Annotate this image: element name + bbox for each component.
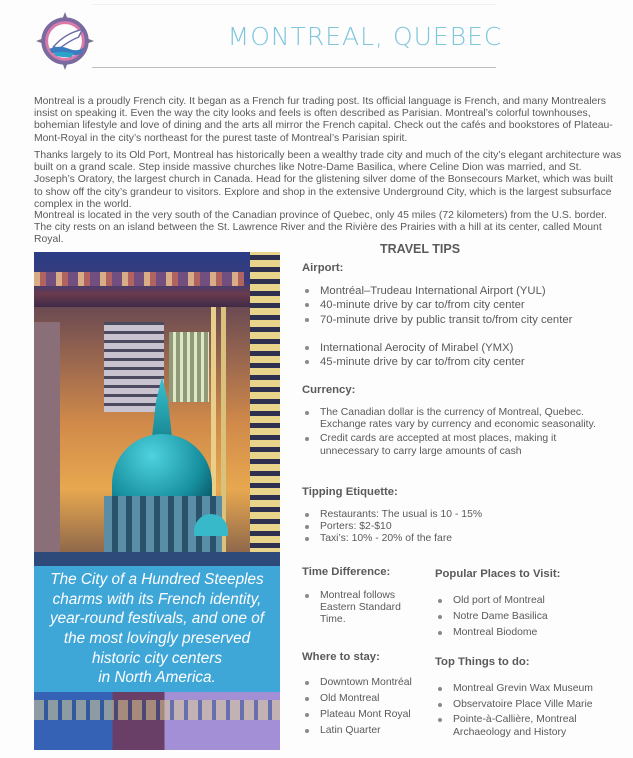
where-to-stay-heading: Where to stay: <box>302 651 380 663</box>
list-item: The Canadian dollar is the currency of Montreal, Quebec. Exchange rates vary by currency and economic seasonality. <box>302 407 602 431</box>
intro-paragraph-french-city: Montreal is a proudly French city. It began as a French fur trading post. Its official language is French, and many Montrealers insist on speaking it. Even the way the city looks and feels is often described as Parisian. Montreal’s colorful townhouses, bohemian lifestyle and love of dining and the arts all mirror the French capital. Check out the cafés and bookstores of Plateau-Mont-Royal in the city’s northeast for the purest taste of Montreal’s Parisian spirit. <box>34 96 613 144</box>
photo-building <box>169 332 209 402</box>
list-item: Credit cards are accepted at most places, making it unnecessary to carry large amounts of cash <box>302 433 602 457</box>
currency-heading: Currency: <box>302 384 356 396</box>
list-item: Old port of Montreal <box>435 593 625 609</box>
list-item: 45-minute drive by car to/from city center <box>302 355 622 369</box>
bullet-icon <box>305 360 309 364</box>
list-item: Latin Quarter <box>302 723 427 739</box>
time-difference-heading: Time Difference: <box>302 566 391 578</box>
bullet-icon <box>305 346 309 350</box>
bullet-icon <box>305 289 309 293</box>
airport-heading: Airport: <box>302 262 344 274</box>
photo-left-building <box>34 322 60 572</box>
top-things-heading: Top Things to do: <box>435 656 530 668</box>
list-item: Plateau Mont Royal <box>302 707 427 723</box>
bullet-icon <box>438 599 442 603</box>
list-item: Montreal follows Eastern Standard Time. <box>302 590 414 627</box>
top-things-list <box>435 681 615 739</box>
time-difference-list <box>302 590 414 627</box>
list-item: Pointe-à-Callière, Montreal Archaeology and History <box>435 713 615 739</box>
photo-caption: The City of a Hundred Steeples charms with its French identity, year-round festivals, and one of the most lovingly preserved historic city centers in North America. <box>49 571 264 687</box>
bullet-icon <box>305 537 309 541</box>
bullet-icon <box>305 411 309 415</box>
bullet-icon <box>438 631 442 635</box>
photo-bottom-buildings <box>34 692 280 750</box>
list-item: Restaurants: The usual is 10 - 15% <box>302 509 602 521</box>
bullet-icon <box>305 525 309 529</box>
airport-list-ymx <box>302 341 622 370</box>
list-item: Taxi’s: 10% - 20% of the fare <box>302 533 602 545</box>
bullet-icon <box>438 687 442 691</box>
list-item: Notre Dame Basilica <box>435 609 625 625</box>
list-item: Downtown Montréal <box>302 675 427 691</box>
list-item: Old Montreal <box>302 691 427 707</box>
list-item: Observatoire Place Ville Marie <box>435 697 615 712</box>
intro-paragraph-old-port: Thanks largely to its Old Port, Montreal has historically been a wealthy trade city and much of the city’s elegant architecture was built on a grand scale. Step inside massive churches like Notre-Dame Basilica, where Celine Dion was married, and St. Joseph’s Oratory, the largest church in Canada. Head for the glistening silver dome of the Bonsecours Market, which was built to show off the city’s grandeur to visitors. Explore and shop in the extensive Underground City, which is the largest subsurface complex in the world. <box>34 150 622 210</box>
cruise-ship-compass-logo-icon <box>36 12 94 70</box>
page-title: MONTREAL, QUEBEC <box>227 22 503 51</box>
popular-places-list <box>435 593 625 641</box>
currency-list <box>302 407 602 458</box>
bullet-icon <box>305 513 309 517</box>
photo-tower <box>250 252 280 572</box>
bullet-icon <box>305 697 309 701</box>
bullet-icon <box>438 615 442 619</box>
photo-base <box>34 552 280 566</box>
tipping-list <box>302 509 602 546</box>
bullet-icon <box>305 303 309 307</box>
bullet-icon <box>305 318 309 322</box>
where-to-stay-list <box>302 675 427 739</box>
title-divider <box>92 67 496 68</box>
list-item: 40-minute drive by car to/from city center <box>302 298 622 312</box>
bullet-icon <box>438 703 442 707</box>
intro-paragraph-location: Montreal is located in the very south of the Canadian province of Quebec, only 45 miles (72 kilometers) from the U.S. border. The city rests on an island between the St. Lawrence River and the Rivière des Prairies with a hill at its center, called Mount Royal. <box>34 210 607 246</box>
bullet-icon <box>305 594 309 598</box>
list-item: Montreal Biodome <box>435 625 625 641</box>
list-item: Montreal Grevin Wax Museum <box>435 681 615 696</box>
photo-caption-box <box>34 566 280 692</box>
tipping-heading: Tipping Etiquette: <box>302 486 398 498</box>
popular-places-heading: Popular Places to Visit: <box>435 568 561 580</box>
photo-building <box>104 322 164 412</box>
list-item: International Aerocity of Mirabel (YMX) <box>302 341 622 355</box>
bullet-icon <box>305 729 309 733</box>
montreal-night-photo <box>34 252 280 750</box>
list-item: 70-minute drive by public transit to/from city center <box>302 313 622 327</box>
airport-list-yul <box>302 284 622 327</box>
travel-tips-heading: TRAVEL TIPS <box>379 242 461 256</box>
bullet-icon <box>438 718 442 722</box>
bullet-icon <box>305 681 309 685</box>
bullet-icon <box>305 713 309 717</box>
photo-bridge-lights <box>34 272 244 286</box>
list-item: Porters: $2-$10 <box>302 521 602 533</box>
top-divider <box>92 4 496 5</box>
bullet-icon <box>305 437 309 441</box>
list-item: Montréal–Trudeau International Airport (YUL) <box>302 284 622 298</box>
